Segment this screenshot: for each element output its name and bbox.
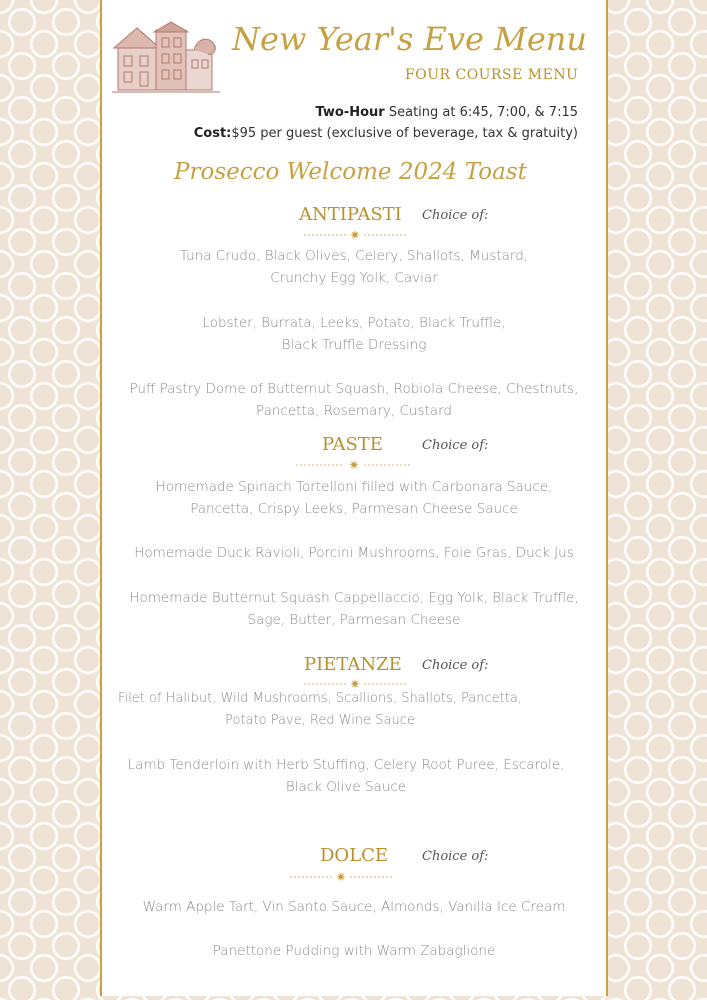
menu-item <box>102 940 606 962</box>
choice-label-antipasti: Choice of: <box>422 208 489 223</box>
menu-item-line: Homemade Duck Ravioli, Porcini Mushrooms, Foie Gras, Duck Jus <box>134 545 574 561</box>
section-title-paste: PASTE <box>322 434 383 455</box>
menu-item-line: Pancetta, Crispy Leeks, Parmesan Cheese Sauce <box>190 501 518 517</box>
section-title-pietanze: PIETANZE <box>304 654 402 675</box>
menu-item-line: Panettone Pudding with Warm Zabaglione <box>212 943 496 959</box>
menu-item-line: Sage, Butter, Parmesan Cheese <box>247 612 461 628</box>
star-divider-icon <box>294 458 414 472</box>
menu-item-line: Homemade Butternut Squash Cappellaccio, Egg Yolk, Black Truffle, <box>129 590 579 606</box>
menu-title: New Year's Eve Menu <box>232 20 588 58</box>
menu-item-line: Black Olive Sauce <box>285 779 407 795</box>
menu-item <box>102 312 606 356</box>
section-title-dolce: DOLCE <box>320 845 389 866</box>
menu-item <box>102 476 606 520</box>
choice-label-paste: Choice of: <box>422 438 489 453</box>
svg-text:✷: ✷ <box>348 458 360 472</box>
svg-text:✷: ✷ <box>335 870 347 884</box>
menu-item <box>102 542 606 564</box>
menu-item <box>102 245 606 289</box>
cost-value: $95 per guest (exclusive of beverage, tax & gratuity) <box>231 126 578 141</box>
menu-subtitle: FOUR COURSE MENU <box>405 67 579 83</box>
menu-item <box>94 754 598 798</box>
menu-item-line: Puff Pastry Dome of Butternut Squash, Robiola Cheese, Chestnuts, <box>129 381 579 397</box>
seating-times: Seating at 6:45, 7:00, & 7:15 <box>384 105 578 120</box>
menu-panel <box>100 0 608 996</box>
menu-item-line: Crunchy Egg Yolk, Caviar <box>270 270 438 286</box>
toast-line: Prosecco Welcome 2024 Toast <box>174 159 527 185</box>
choice-label-pietanze: Choice of: <box>422 658 489 673</box>
menu-item-line: Warm Apple Tart, Vin Santo Sauce, Almonds, Vanilla Ice Cream <box>142 899 566 915</box>
house-sketch-icon <box>112 20 222 98</box>
menu-item <box>68 688 572 732</box>
seating-info <box>315 105 578 120</box>
svg-text:✷: ✷ <box>349 228 361 242</box>
menu-item-line: Filet of Halibut, Wild Mushrooms, Scallions, Shallots, Pancetta, <box>118 691 522 706</box>
menu-item-line: Lobster, Burrata, Leeks, Potato, Black Truffle, <box>202 315 506 331</box>
svg-text:✷: ✷ <box>349 677 361 691</box>
menu-item-line: Black Truffle Dressing <box>281 337 427 353</box>
cost-info <box>194 126 578 141</box>
choice-label-dolce: Choice of: <box>422 849 489 864</box>
section-title-antipasti: ANTIPASTI <box>299 204 402 225</box>
cost-label: Cost: <box>193 126 232 141</box>
menu-item <box>102 587 606 631</box>
menu-item <box>102 378 606 422</box>
star-divider-icon <box>288 870 394 884</box>
star-divider-icon <box>302 228 408 242</box>
menu-item <box>102 896 606 918</box>
menu-item-line: Tuna Crudo, Black Olives, Celery, Shallots, Mustard, <box>179 248 529 264</box>
menu-item-line: Potato Pave, Red Wine Sauce <box>225 713 415 728</box>
menu-item-line: Homemade Spinach Tortelloni filled with Carbonara Sauce, <box>155 479 553 495</box>
menu-item-line: Pancetta, Rosemary, Custard <box>256 403 452 419</box>
menu-item-line: Lamb Tenderloin with Herb Stuffing, Celery Root Puree, Escarole, <box>127 757 565 773</box>
seating-label: Two-Hour <box>315 105 385 120</box>
